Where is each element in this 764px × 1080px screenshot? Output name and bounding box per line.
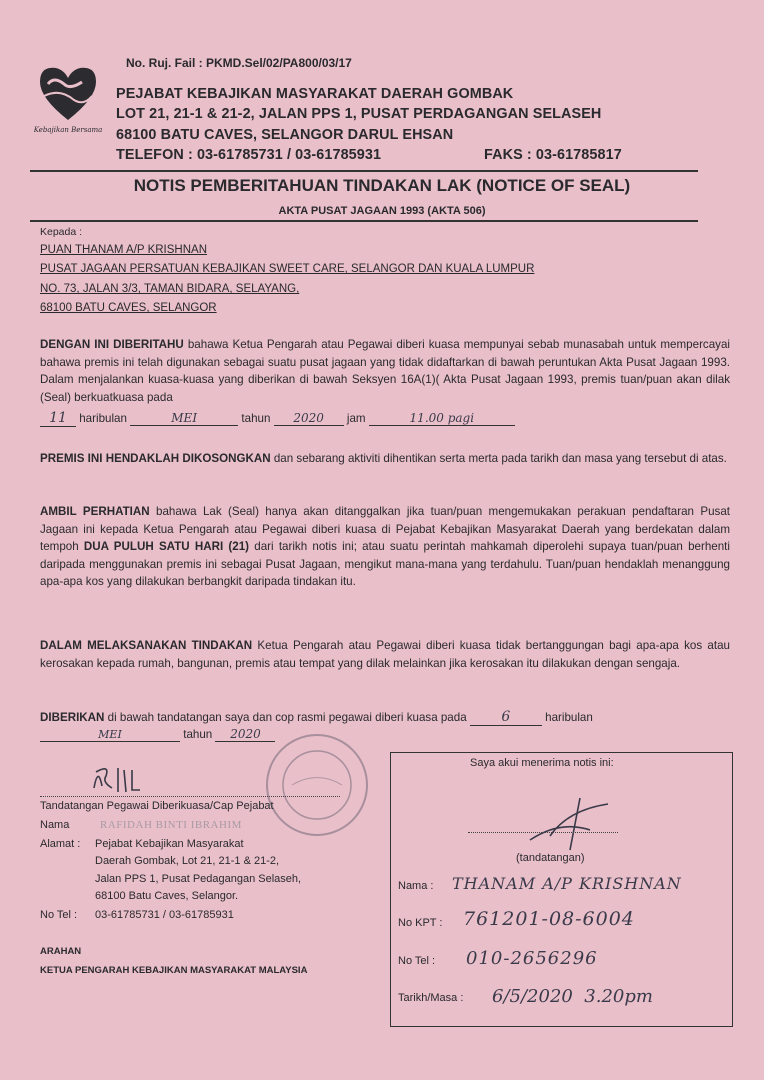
recipient-signature-line [468, 832, 618, 833]
notice-title: NOTIS PEMBERITAHUAN TINDAKAN LAK (NOTICE OF SEAL) [133, 176, 631, 195]
paragraph-given-text: di bawah tandatangan saya dan cop rasmi pegawai diberi kuasa pada [104, 711, 467, 724]
seal-jam-label: jam [346, 412, 366, 425]
acknowledgement-heading: Saya akui menerima notis ini: [470, 757, 614, 769]
given-day: 6 [470, 709, 542, 726]
recipient-address-2: 68100 BATU CAVES, SELANGOR [40, 302, 217, 314]
receipt-name-label: Nama : [398, 880, 434, 892]
officer-address-label: Alamat : [40, 838, 81, 850]
given-month: MEI [40, 728, 180, 742]
receipt-tel: 010-2656296 [466, 948, 598, 969]
officer-tel: 03-61785731 / 03-61785931 [95, 909, 234, 921]
officer-name-label: Nama [40, 819, 70, 831]
office-phone: TELEFON : 03-61785731 / 03-61785931 [116, 147, 382, 163]
officer-address-3: Jalan PPS 1, Pusat Pedagangan Selaseh, [95, 873, 302, 885]
paragraph-liability-text: Ketua Pengarah atau Pegawai diberi kuasa tidak bertanggungan bagi apa-apa kos atau kerosakan kepada rumah, bangunan, premis atau tempat yang dilak melainkan jika kerosakan itu dilakukan dengan sengaja. [40, 639, 731, 670]
office-name: PEJABAT KEBAJIKAN MASYARAKAT DAERAH GOMBAK [116, 86, 514, 102]
officer-signature-line [40, 796, 340, 797]
paragraph-attention [40, 503, 730, 591]
seal-haribulan-label: haribulan [79, 412, 127, 425]
given-tahun-label: tahun [183, 728, 213, 741]
receipt-date-label: Tarikh/Masa : [398, 992, 464, 1004]
officer-address-2: Daerah Gombak, Lot 21, 21-1 & 21-2, [95, 855, 280, 867]
agency-logo [34, 62, 102, 134]
recipient-organization: PUSAT JAGAAN PERSATUAN KEBAJIKAN SWEET CARE, SELANGOR DAN KUALA LUMPUR [40, 263, 535, 275]
paragraph-notice-lead: DENGAN INI DIBERITAHU [40, 338, 184, 351]
director-general-label: KETUA PENGARAH KEBAJIKAN MASYARAKAT MALAYSIA [40, 965, 308, 976]
recipient-address-1: NO. 73, JALAN 3/3, TAMAN BIDARA, SELAYANG, [40, 283, 300, 295]
office-address-1: LOT 21, 21-1 & 21-2, JALAN PPS 1, PUSAT PERDAGANGAN SELASEH [116, 106, 602, 122]
paragraph-vacate [40, 450, 730, 468]
given-haribulan-label: haribulan [545, 711, 593, 724]
officer-tel-label: No Tel : [40, 909, 78, 921]
paragraph-notice-text: bahawa Ketua Pengarah atau Pegawai diberi kuasa mempunyai sebab munasabah untuk mempercayai bahawa premis ini telah digunakan sebagai suatu pusat jagaan yang tidak didaftarkan di bawah peruntukan Akta Pusat Jagaan 1993. Dalam menjalankan kuasa-kuasa yang diberikan di bawah Seksyen 16A(1)( Akta Pusat Jagaan 1993, premis tuan/puan akan dilak (Seal) berkuatkuasa pada [40, 338, 730, 404]
paragraph-vacate-text: dan sebarang aktiviti dihentikan serta merta pada tarikh dan masa yang tersebut di atas. [270, 452, 727, 465]
reference-number: No. Ruj. Fail : PKMD.Sel/02/PA800/03/17 [126, 56, 352, 70]
officer-signature-label: Tandatangan Pegawai Diberikuasa/Cap Pejabat [40, 800, 274, 812]
officer-address-1: Pejabat Kebajikan Masyarakat [95, 838, 244, 850]
paragraph-attention-period: DUA PULUH SATU HARI (21) [83, 540, 250, 554]
paragraph-given [40, 709, 740, 726]
recipient-label: Kepada : [40, 226, 83, 238]
officer-address-4: 68100 Batu Caves, Selangor. [95, 890, 239, 902]
notice-subtitle: AKTA PUSAT JAGAAN 1993 (AKTA 506) [278, 205, 486, 217]
seal-month: MEI [130, 411, 238, 426]
paragraph-attention-text-2: dari tarikh notis ini; atau suatu perintah mahkamah diperolehi supaya tuan/puan berhenti daripada menggunakan premis ini sebagai Pusat Jagaan, mengikut mana-mana yang terdahulu. Tuan/puan hendaklah menanggung apa-apa kos yang dilakukan berbangkit daripada tindakan itu. [40, 540, 730, 589]
given-month-line [40, 727, 275, 742]
officer-signature [88, 758, 158, 798]
recipient-signature [520, 790, 620, 860]
seal-date-line [40, 410, 740, 427]
paragraph-notice [40, 336, 730, 406]
official-stamp [262, 730, 372, 840]
receipt-name: THANAM A/P KRISHNAN [452, 874, 682, 893]
arahan-label: ARAHAN [40, 946, 82, 957]
receipt-kpt-label: No KPT : [398, 917, 443, 929]
paragraph-vacate-lead: PREMIS INI HENDAKLAH DIKOSONGKAN [40, 452, 271, 465]
paragraph-attention-lead: AMBIL PERHATIAN [40, 505, 150, 518]
paragraph-liability-lead: DALAM MELAKSANAKAN TINDAKAN [40, 639, 253, 652]
seal-tahun-label: tahun [241, 412, 271, 425]
officer-name: RAFIDAH BINTI IBRAHIM [100, 819, 242, 831]
seal-year: 2020 [274, 411, 344, 426]
paragraph-liability [40, 637, 730, 672]
svg-text:Kebajikan Bersama: Kebajikan Bersama [34, 126, 102, 134]
receipt-date-time: 6/5/2020 3.20pm [492, 986, 653, 1007]
recipient-name: PUAN THANAM A/P KRISHNAN [40, 244, 208, 256]
paragraph-given-lead: DIBERIKAN [40, 711, 105, 724]
office-address-2: 68100 BATU CAVES, SELANGOR DARUL EHSAN [116, 127, 454, 143]
seal-time: 11.00 pagi [369, 411, 515, 426]
header-rule [30, 170, 698, 172]
receipt-tel-label: No Tel : [398, 955, 436, 967]
paragraph-attention-text-1: bahawa Lak (Seal) hanya akan ditanggalkan jika tuan/puan mengemukakan perakuan pendaftaran Pusat Jagaan ini kepada Ketua Pengarah atau Pegawai diberi kuasa di Pejabat Kebajikan Masyarakat Daerah yang berdekatan dalam tempoh [40, 505, 730, 554]
recipient-signature-label: (tandatangan) [516, 852, 585, 864]
given-year: 2020 [215, 727, 275, 742]
seal-day: 11 [40, 410, 76, 427]
receipt-kpt: 761201-08-6004 [463, 908, 635, 930]
title-rule [30, 220, 698, 222]
office-fax: FAKS : 03-61785817 [484, 147, 622, 163]
